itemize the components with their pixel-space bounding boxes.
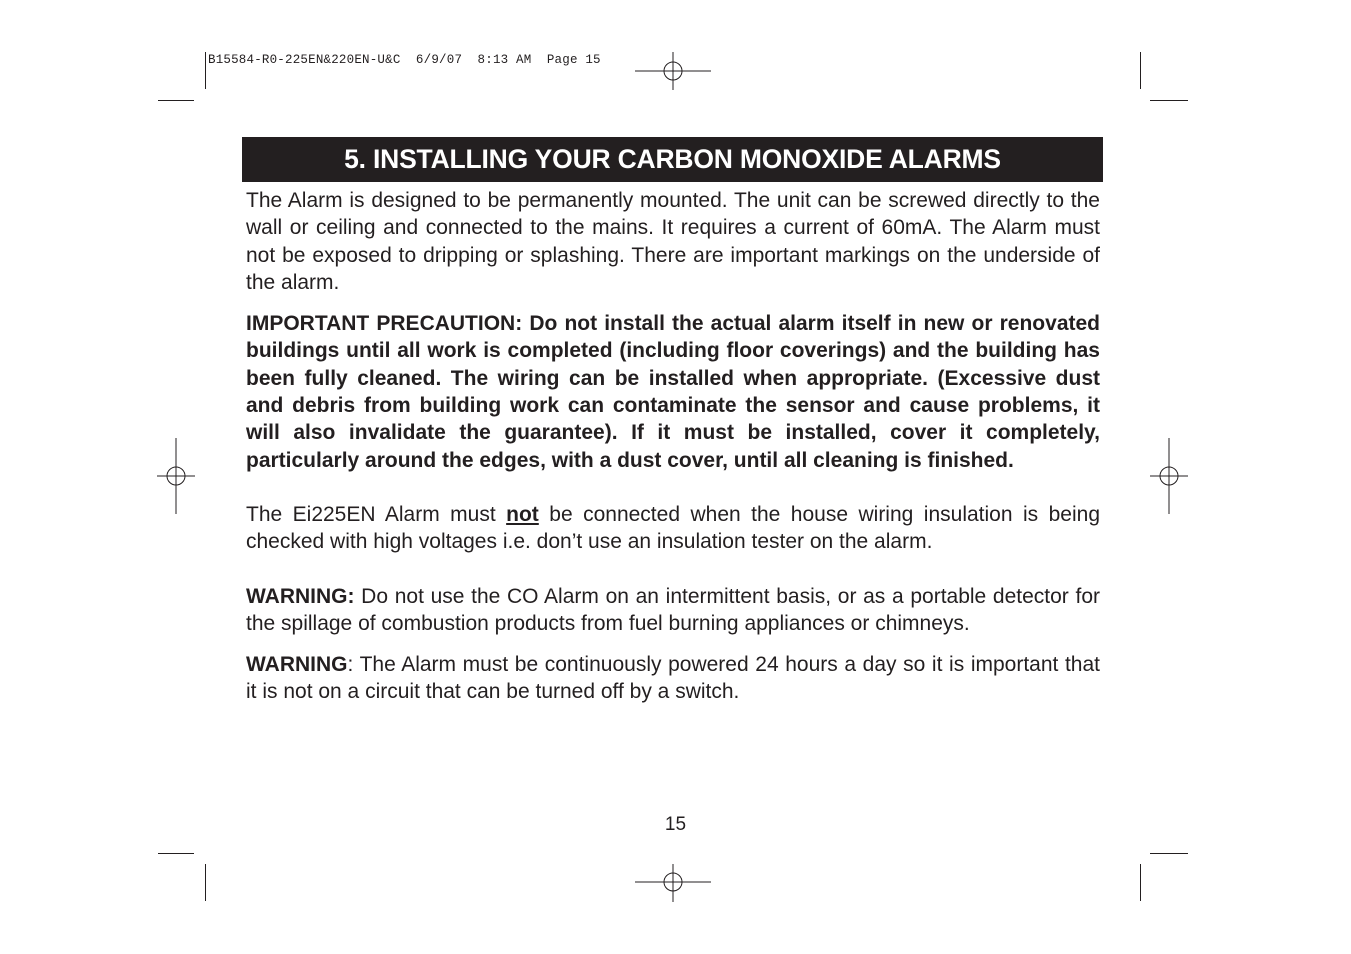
section-title-bar xyxy=(242,137,1103,182)
insulation-note-text: be connected when the house wiring insulation is being checked with high voltages i.e. don’t use an insulation tester on the alarm. xyxy=(246,502,1101,554)
warning-label: WARNING: xyxy=(246,584,355,608)
registration-mark-icon xyxy=(635,864,711,902)
crop-mark xyxy=(205,864,206,901)
section-title: 5. INSTALLING YOUR CARBON MONOXIDE ALARMS xyxy=(344,144,1001,174)
page-number: 15 xyxy=(664,814,687,835)
registration-mark-icon xyxy=(1150,438,1188,514)
crop-mark xyxy=(1150,853,1188,854)
registration-mark-icon xyxy=(157,438,195,514)
warning-label: WARNING xyxy=(246,653,348,677)
crop-mark xyxy=(1140,864,1141,901)
important-precaution-paragraph: IMPORTANT PRECAUTION: Do not install the actual alarm itself in new or renovated buildings until all work is completed (including floor coverings) and the building has been fully cleaned. The wiring can be installed when appropriate. (Excessive dust and debris from building work can contaminate the sensor and cause problems, it will also invalidate the guarantee). If it must be installed, cover it completely, particularly around the edges, with a dust cover, until all cleaning is finished. xyxy=(246,312,1100,472)
print-slug-line: B15584-R0-225EN&220EN-U&C 6/9/07 8:13 AM Page 15 xyxy=(208,53,601,67)
crop-mark xyxy=(1140,52,1141,89)
warning-text: Do not use the CO Alarm on an intermittent basis, or as a portable detector for the spillage of combustion products from fuel burning appliances or chimneys. xyxy=(246,584,1100,635)
registration-mark-icon xyxy=(635,52,711,90)
crop-mark xyxy=(1150,100,1188,101)
warning-paragraph-power xyxy=(246,651,1100,706)
insulation-note-paragraph xyxy=(246,501,1100,556)
intro-paragraph: The Alarm is designed to be permanently mounted. The unit can be screwed directly to the wall or ceiling and connected to the mains. It requires a current of 60mA. The Alarm must not be exposed to dripping or splashing. There are important markings on the underside of the alarm. xyxy=(246,189,1100,294)
crop-mark xyxy=(205,52,206,89)
crop-mark xyxy=(158,853,194,854)
warning-paragraph-intermittent xyxy=(246,583,1100,638)
warning-text: : The Alarm must be continuously powered 24 hours a day so it is important that it is not on a circuit that can be turned off by a switch. xyxy=(246,653,1100,704)
body-text xyxy=(246,187,1100,706)
insulation-note-text: The Ei225EN Alarm must xyxy=(246,502,507,526)
emphasis-not: not xyxy=(506,502,539,526)
crop-mark xyxy=(158,100,194,101)
